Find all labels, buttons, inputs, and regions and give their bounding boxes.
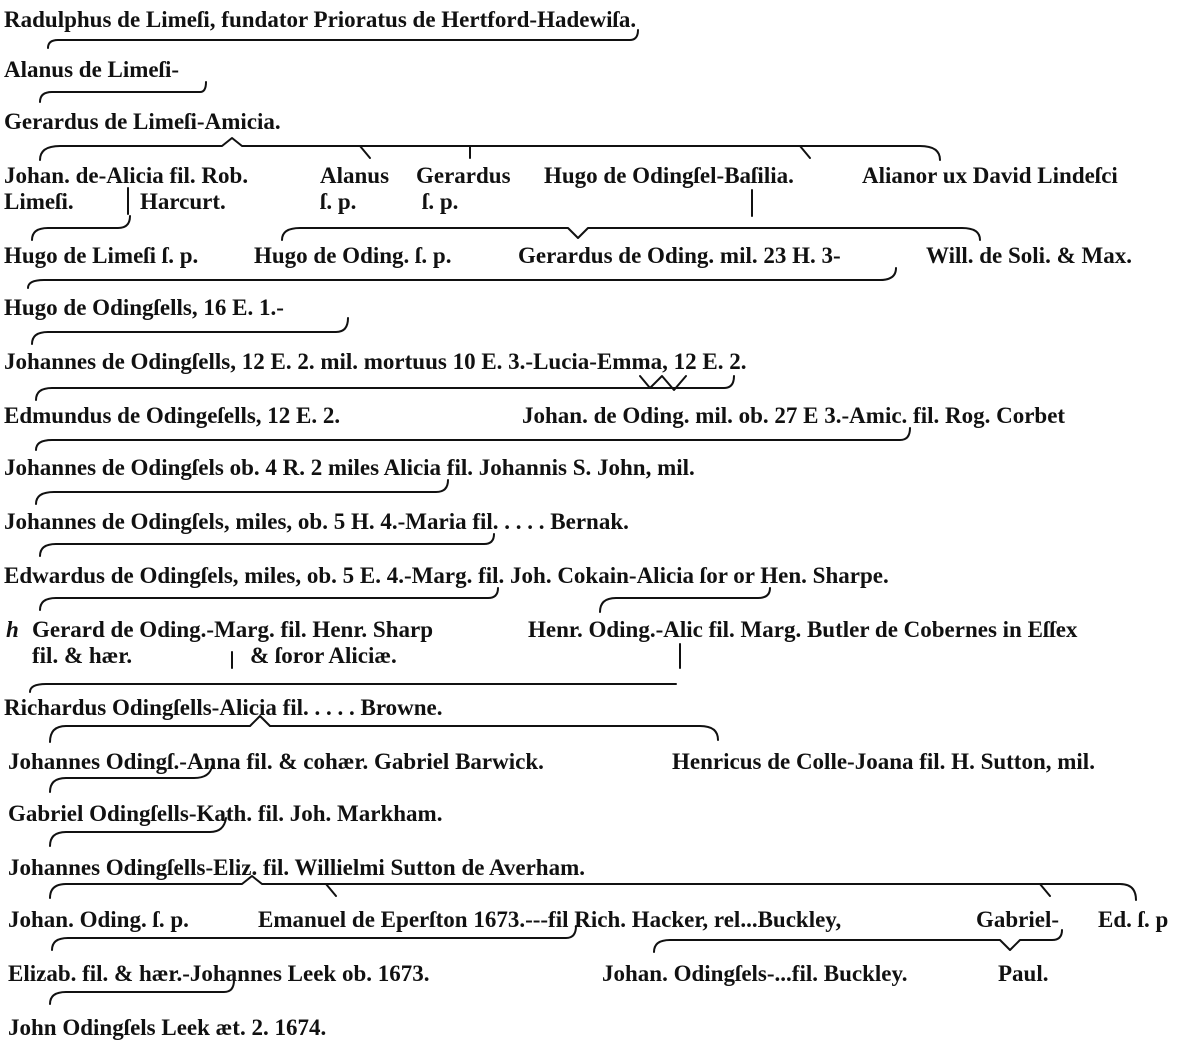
brace bbox=[36, 428, 910, 450]
line-gabriel-kath: Gabriel Odingſells-Kath. fil. Joh. Markham. bbox=[8, 801, 443, 826]
entry-johan-oding-sp: Johan. Oding. ſ. p. bbox=[8, 907, 189, 932]
entry-johan-alicia: Johan. de-Alicia fil. Rob. bbox=[4, 163, 249, 188]
brace bbox=[654, 930, 1062, 952]
brace bbox=[40, 534, 494, 556]
entry-alanus-sp: ſ. p. bbox=[320, 189, 357, 214]
entry-gabriel: Gabriel- bbox=[976, 907, 1060, 932]
entry-johannes-anna: Johannes Odingſ.-Anna fil. & cohær. Gabriel Barwick. bbox=[8, 749, 544, 774]
brace bbox=[282, 228, 980, 240]
line-johannes-alicia: Johannes de Odingſels ob. 4 R. 2 miles Alicia fil. Johannis S. John, mil. bbox=[4, 455, 695, 480]
entry-henr-alic: Henr. Oding.-Alic fil. Marg. Butler de Cobernes in Eſſex bbox=[528, 617, 1078, 642]
brace bbox=[1040, 884, 1050, 896]
line-johannes-lucia: Johannes de Odingſells, 12 E. 2. mil. mortuus 10 E. 3.-Lucia-Emma, 12 E. 2. bbox=[4, 349, 747, 374]
brace bbox=[36, 376, 734, 400]
line-alanus: Alanus de Limeſi- bbox=[4, 57, 180, 82]
line-richardus: Richardus Odingſells-Alicia fil. . . . . Browne. bbox=[4, 695, 443, 720]
entry-gerardus: Gerardus bbox=[416, 163, 511, 188]
entry-gerardus-sp: ſ. p. bbox=[422, 189, 459, 214]
brace bbox=[40, 138, 940, 160]
entry-hugo-oding: Hugo de Oding. ſ. p. bbox=[254, 243, 452, 268]
entry-johan-buckley: Johan. Odingſels-...fil. Buckley. bbox=[602, 961, 908, 986]
line-edwardus: Edwardus de Odingſels, miles, ob. 5 E. 4.-Marg. fil. Joh. Cokain-Alicia ſor or Hen. Sharpe. bbox=[4, 563, 889, 588]
entry-alianor: Alianor ux David Lindeſci bbox=[862, 163, 1118, 188]
entry-gerard-marg: Gerard de Oding.-Marg. fil. Henr. Sharp bbox=[32, 617, 434, 642]
entry-alanus: Alanus bbox=[320, 163, 390, 188]
brace bbox=[36, 480, 448, 504]
brace bbox=[326, 884, 336, 896]
entry-fil-haer: fil. & hær. bbox=[32, 643, 133, 668]
brace bbox=[40, 588, 498, 610]
entry-henricus-colle: Henricus de Colle-Joana fil. H. Sutton, mil. bbox=[672, 749, 1095, 774]
entry-emanuel: Emanuel de Eperſton 1673.---fil Rich. Hacker, rel...Buckley, bbox=[258, 907, 842, 932]
brace bbox=[32, 318, 348, 344]
line-john-leek: John Odingſels Leek æt. 2. 1674. bbox=[8, 1015, 327, 1040]
entry-ed-sp: Ed. ſ. p bbox=[1098, 907, 1169, 932]
line-johannes-eliz: Johannes Odingſells-Eliz. fil. Willielmi Sutton de Averham. bbox=[8, 855, 585, 880]
entry-edmundus: Edmundus de Odingeſells, 12 E. 2. bbox=[4, 403, 341, 428]
entry-hugo-limesi: Hugo de Limeſi ſ. p. bbox=[4, 243, 199, 268]
line-johannes-maria: Johannes de Odingſels, miles, ob. 5 H. 4.-Maria fil. . . . . Bernak. bbox=[4, 509, 629, 534]
line-radulphus: Radulphus de Limeſi, fundator Prioratus de Hertford-Hadewiſa. bbox=[4, 7, 637, 32]
brace bbox=[28, 268, 896, 288]
entry-hugo-basilia: Hugo de Odingſel-Baſilia. bbox=[544, 163, 794, 188]
brace bbox=[600, 588, 770, 612]
entry-limesi: Limeſi. bbox=[4, 189, 74, 214]
brace bbox=[30, 684, 676, 692]
entry-paul: Paul. bbox=[998, 961, 1049, 986]
brace bbox=[800, 146, 810, 158]
entry-will-soli: Will. de Soli. & Max. bbox=[926, 243, 1132, 268]
line-hugo-odingsells: Hugo de Odingſells, 16 E. 1.- bbox=[4, 295, 284, 320]
brace bbox=[32, 216, 130, 240]
entry-elizab-leek: Elizab. fil. & hær.-Johannes Leek ob. 1673. bbox=[8, 961, 430, 986]
entry-harcurt: Harcurt. bbox=[140, 189, 226, 214]
brace bbox=[360, 146, 370, 158]
entry-soror-aliciae: & ſoror Aliciæ. bbox=[250, 643, 397, 668]
entry-johan-amic: Johan. de Oding. mil. ob. 27 E 3.-Amic. fil. Rog. Corbet bbox=[522, 403, 1066, 428]
marker-h: h bbox=[6, 617, 19, 642]
brace bbox=[48, 30, 638, 48]
line-gerardus: Gerardus de Limeſi-Amicia. bbox=[4, 109, 281, 134]
brace bbox=[40, 82, 206, 102]
entry-gerardus-oding: Gerardus de Oding. mil. 23 H. 3- bbox=[518, 243, 841, 268]
